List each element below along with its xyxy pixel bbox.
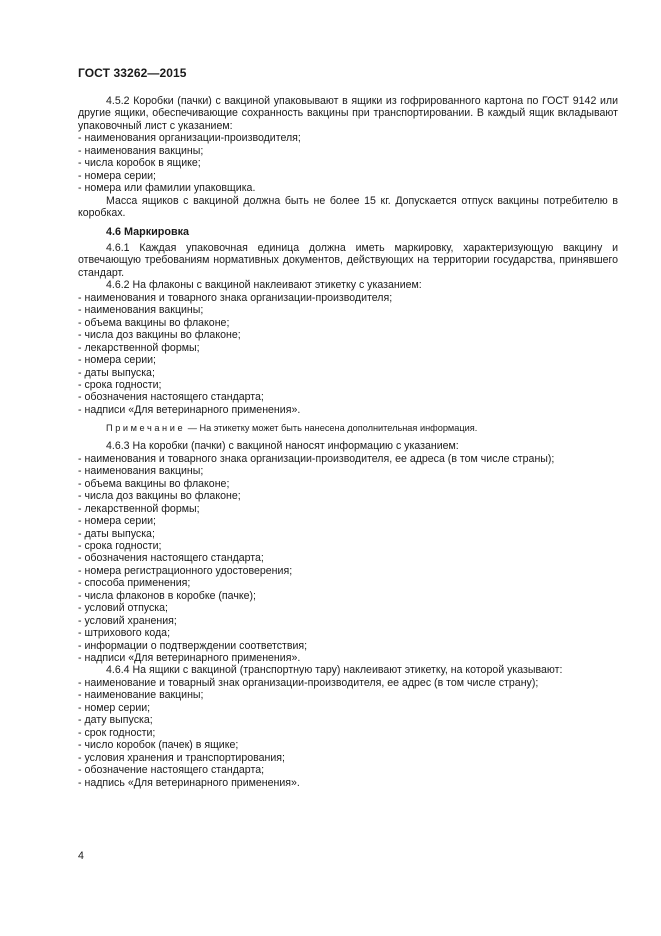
list-item: - штрихового кода; <box>78 627 618 639</box>
list-item: - числа доз вакцины во флаконе; <box>78 490 618 502</box>
list-item: - лекарственной формы; <box>78 342 618 354</box>
paragraph-4-6-3: 4.6.3 На коробки (пачки) с вакциной наносят информацию с указанием: <box>106 440 459 453</box>
list-item: - наименования вакцины; <box>78 465 618 477</box>
page-number: 4 <box>78 850 84 862</box>
list-item: - наименования вакцины; <box>78 145 618 157</box>
list-4-6-2 <box>78 292 618 417</box>
list-item: - срока годности; <box>78 379 618 391</box>
paragraph-mass: Масса ящиков с вакциной должна быть не более 15 кг. Допускается отпуск вакцины потребителю в коробках. <box>78 194 618 220</box>
paragraph-4-6-4: 4.6.4 На ящики с вакциной (транспортную тару) наклеивают этикетку, на которой указывают: <box>106 664 563 677</box>
list-item: - обозначения настоящего стандарта; <box>78 552 618 564</box>
list-item: - надписи «Для ветеринарного применения». <box>78 404 618 416</box>
list-item: - номера серии; <box>78 170 618 182</box>
list-item: - наименование вакцины; <box>78 689 618 701</box>
list-item: - числа доз вакцины во флаконе; <box>78 329 618 341</box>
note-label: Примечание <box>106 423 186 434</box>
list-item: - даты выпуска; <box>78 367 618 379</box>
paragraph-4-6-1: 4.6.1 Каждая упаковочная единица должна иметь маркировку, характеризующую вакцину и отвечающую требованиям нормативных документов, действующих на территории государства, принявшего стандарт. <box>78 241 618 279</box>
list-item: - номер серии; <box>78 702 618 714</box>
list-item: - наименование и товарный знак организации-производителя, ее адрес (в том числе страну); <box>78 677 618 689</box>
list-4-5-2 <box>78 132 618 194</box>
list-item: - условий хранения; <box>78 615 618 627</box>
list-item: - объема вакцины во флаконе; <box>78 317 618 329</box>
list-item: - срок годности; <box>78 727 618 739</box>
list-item: - номера регистрационного удостоверения; <box>78 565 618 577</box>
list-item: - наименования вакцины; <box>78 304 618 316</box>
list-item: - объема вакцины во флаконе; <box>78 478 618 490</box>
list-item: - числа коробок в ящике; <box>78 157 618 169</box>
note <box>78 422 618 434</box>
list-item: - число коробок (пачек) в ящике; <box>78 739 618 751</box>
list-item: - даты выпуска; <box>78 528 618 540</box>
list-item: - наименования организации-производителя; <box>78 132 618 144</box>
list-item: - способа применения; <box>78 577 618 589</box>
list-item: - дату выпуска; <box>78 714 618 726</box>
list-item: - лекарственной формы; <box>78 503 618 515</box>
list-item: - обозначение настоящего стандарта; <box>78 764 618 776</box>
document-body <box>78 95 618 789</box>
list-item: - числа флаконов в коробке (пачке); <box>78 590 618 602</box>
list-4-6-3 <box>78 453 618 665</box>
paragraph-4-5-2: 4.5.2 Коробки (пачки) с вакциной упаковывают в ящики из гофрированного картона по ГОСТ 9142 или другие ящики, обеспечивающие сохранность вакцины при транспортировании. В каждый ящик вкладывают упаковочный лист с указанием: <box>78 95 618 132</box>
list-item: - наименования и товарного знака организации-производителя, ее адреса (в том числе страны); <box>78 453 618 465</box>
list-item: - обозначения настоящего стандарта; <box>78 391 618 403</box>
section-heading-4-6: 4.6 Маркировка <box>106 225 190 238</box>
document-header: ГОСТ 33262—2015 <box>78 66 187 80</box>
list-item: - условия хранения и транспортирования; <box>78 752 618 764</box>
list-item: - номера серии; <box>78 354 618 366</box>
list-4-6-4 <box>78 677 618 789</box>
list-item: - надпись «Для ветеринарного применения». <box>78 777 618 789</box>
note-text: — На этикетку может быть нанесена дополнительная информация. <box>185 423 478 434</box>
list-item: - срока годности; <box>78 540 618 552</box>
list-item: - номера серии; <box>78 515 618 527</box>
list-item: - наименования и товарного знака организации-производителя; <box>78 292 618 304</box>
paragraph-4-6-2: 4.6.2 На флаконы с вакциной наклеивают этикетку с указанием: <box>106 279 422 292</box>
list-item: - условий отпуска; <box>78 602 618 614</box>
list-item: - информации о подтверждении соответствия; <box>78 640 618 652</box>
list-item: - надписи «Для ветеринарного применения». <box>78 652 618 664</box>
list-item: - номера или фамилии упаковщика. <box>78 182 618 194</box>
